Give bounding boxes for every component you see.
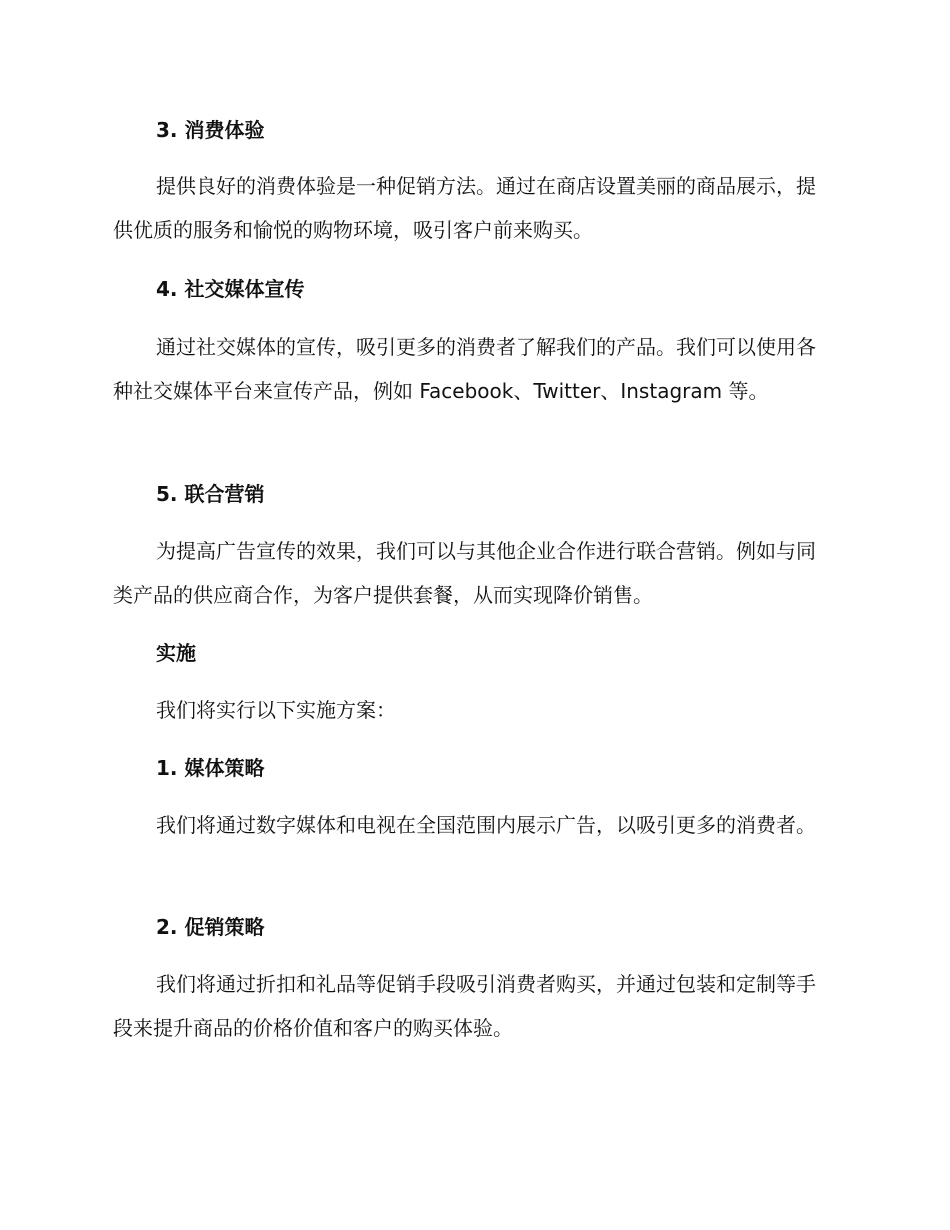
section-body-media-strategy: 我们将通过数字媒体和电视在全国范围内展示广告，以吸引更多的消费者。 [156, 813, 816, 837]
section-heading-media-strategy: 1. 媒体策略 [156, 756, 265, 780]
section-heading-promotion-strategy: 2. 促销策略 [156, 915, 265, 939]
section-body-implementation: 我们将实行以下实施方案： [156, 698, 396, 722]
section-body-consumer-experience: 提供良好的消费体验是一种促销方法。通过在商店设置美丽的商品展示，提供优质的服务和愉悦的购物环境，吸引客户前来购买。 [113, 174, 816, 242]
section-body-joint-marketing: 为提高广告宣传的效果，我们可以与其他企业合作进行联合营销。例如与同类产品的供应商合作，为客户提供套餐，从而实现降价销售。 [113, 539, 816, 607]
section-heading-consumer-experience: 3. 消费体验 [156, 118, 265, 142]
section-body-promotion-strategy: 我们将通过折扣和礼品等促销手段吸引消费者购买，并通过包装和定制等手段来提升商品的价格价值和客户的购买体验。 [113, 972, 816, 1040]
section-heading-social-media: 4. 社交媒体宣传 [156, 277, 305, 301]
section-body-social-media: 通过社交媒体的宣传，吸引更多的消费者了解我们的产品。我们可以使用各种社交媒体平台来宣传产品，例如 Facebook、Twitter、Instagram 等。 [113, 335, 816, 403]
section-heading-implementation: 实施 [156, 641, 196, 665]
section-heading-joint-marketing: 5. 联合营销 [156, 482, 265, 506]
